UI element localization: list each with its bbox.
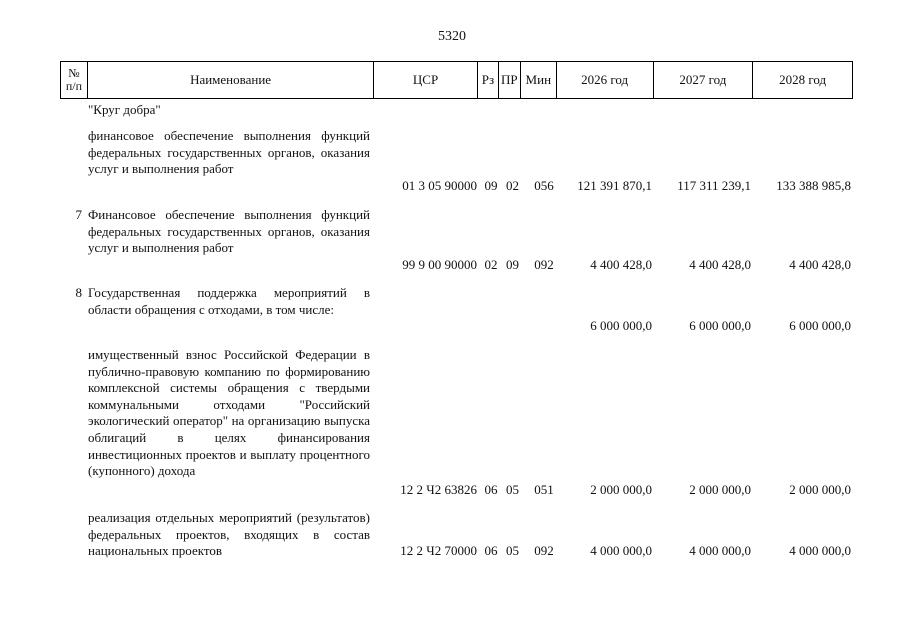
row-name: имущественный взнос Российской Федерации в публично-правовую компанию по формированию комплексной системы обращения с твердыми коммунальными отходами "Российский экологический оператор" на организацию выпуска облигаций в целях финансирования инвестиционных проектов и выплату процентного (купонного) дохода bbox=[88, 347, 370, 479]
row-pr: 09 bbox=[506, 257, 519, 272]
row-csr: 01 3 05 90000 bbox=[402, 178, 477, 193]
row-2028: 6 000 000,0 bbox=[789, 318, 851, 333]
header-min: Мин bbox=[521, 62, 557, 98]
row-2027: 117 311 239,1 bbox=[677, 178, 751, 193]
row-2028: 4 000 000,0 bbox=[789, 543, 851, 558]
header-num-line2: п/п bbox=[65, 79, 83, 93]
page-number: 5320 bbox=[438, 29, 466, 44]
row-name: Государственная поддержка мероприятий в области обращения с отходами, в том числе: bbox=[88, 285, 370, 317]
row-csr: 99 9 00 90000 bbox=[402, 257, 477, 272]
row-rz: 09 bbox=[484, 178, 498, 193]
header-2027: 2027 год bbox=[654, 62, 754, 98]
row-name: "Круг добра" bbox=[88, 102, 161, 117]
row-2026: 4 000 000,0 bbox=[590, 543, 652, 558]
header-name: Наименование bbox=[88, 62, 374, 98]
row-name: реализация отдельных мероприятий (результатов) федеральных проектов, входящих в состав национальных проектов bbox=[88, 510, 370, 559]
header-rz: Рз bbox=[478, 62, 499, 98]
row-pr: 05 bbox=[506, 543, 519, 558]
row-2027: 4 000 000,0 bbox=[689, 543, 751, 558]
row-number: 7 bbox=[75, 207, 82, 222]
row-2028: 2 000 000,0 bbox=[789, 482, 851, 497]
row-csr: 12 2 Ч2 63826 bbox=[400, 482, 477, 497]
row-min: 056 bbox=[534, 178, 554, 193]
row-csr: 12 2 Ч2 70000 bbox=[400, 543, 477, 558]
row-2027: 6 000 000,0 bbox=[689, 318, 751, 333]
header-num bbox=[61, 62, 88, 98]
row-2026: 2 000 000,0 bbox=[590, 482, 652, 497]
row-name: финансовое обеспечение выполнения функций федеральных государственных органов, оказания услуг и выполнения работ bbox=[88, 128, 370, 177]
row-2027: 2 000 000,0 bbox=[689, 482, 751, 497]
row-min: 092 bbox=[534, 257, 554, 272]
header-csr: ЦСР bbox=[374, 62, 478, 98]
row-number: 8 bbox=[75, 285, 82, 300]
row-2027: 4 400 428,0 bbox=[689, 257, 751, 272]
row-rz: 02 bbox=[484, 257, 498, 272]
row-min: 051 bbox=[534, 482, 554, 497]
header-pr: ПР bbox=[499, 62, 521, 98]
header-2028: 2028 год bbox=[779, 72, 827, 87]
row-2028: 133 388 985,8 bbox=[776, 178, 851, 193]
row-min: 092 bbox=[534, 543, 554, 558]
row-2026: 4 400 428,0 bbox=[590, 257, 652, 272]
table-header bbox=[60, 61, 853, 99]
row-rz: 06 bbox=[484, 482, 498, 497]
row-pr: 02 bbox=[506, 178, 519, 193]
row-2026: 6 000 000,0 bbox=[590, 318, 652, 333]
header-num-line1: № bbox=[68, 66, 80, 80]
row-2026: 121 391 870,1 bbox=[577, 178, 652, 193]
row-rz: 06 bbox=[484, 543, 498, 558]
row-name: Финансовое обеспечение выполнения функций федеральных государственных органов, оказания услуг и выполнения работ bbox=[88, 207, 370, 256]
row-2028: 4 400 428,0 bbox=[789, 257, 851, 272]
header-2026: 2026 год bbox=[557, 62, 654, 98]
row-pr: 05 bbox=[506, 482, 519, 497]
